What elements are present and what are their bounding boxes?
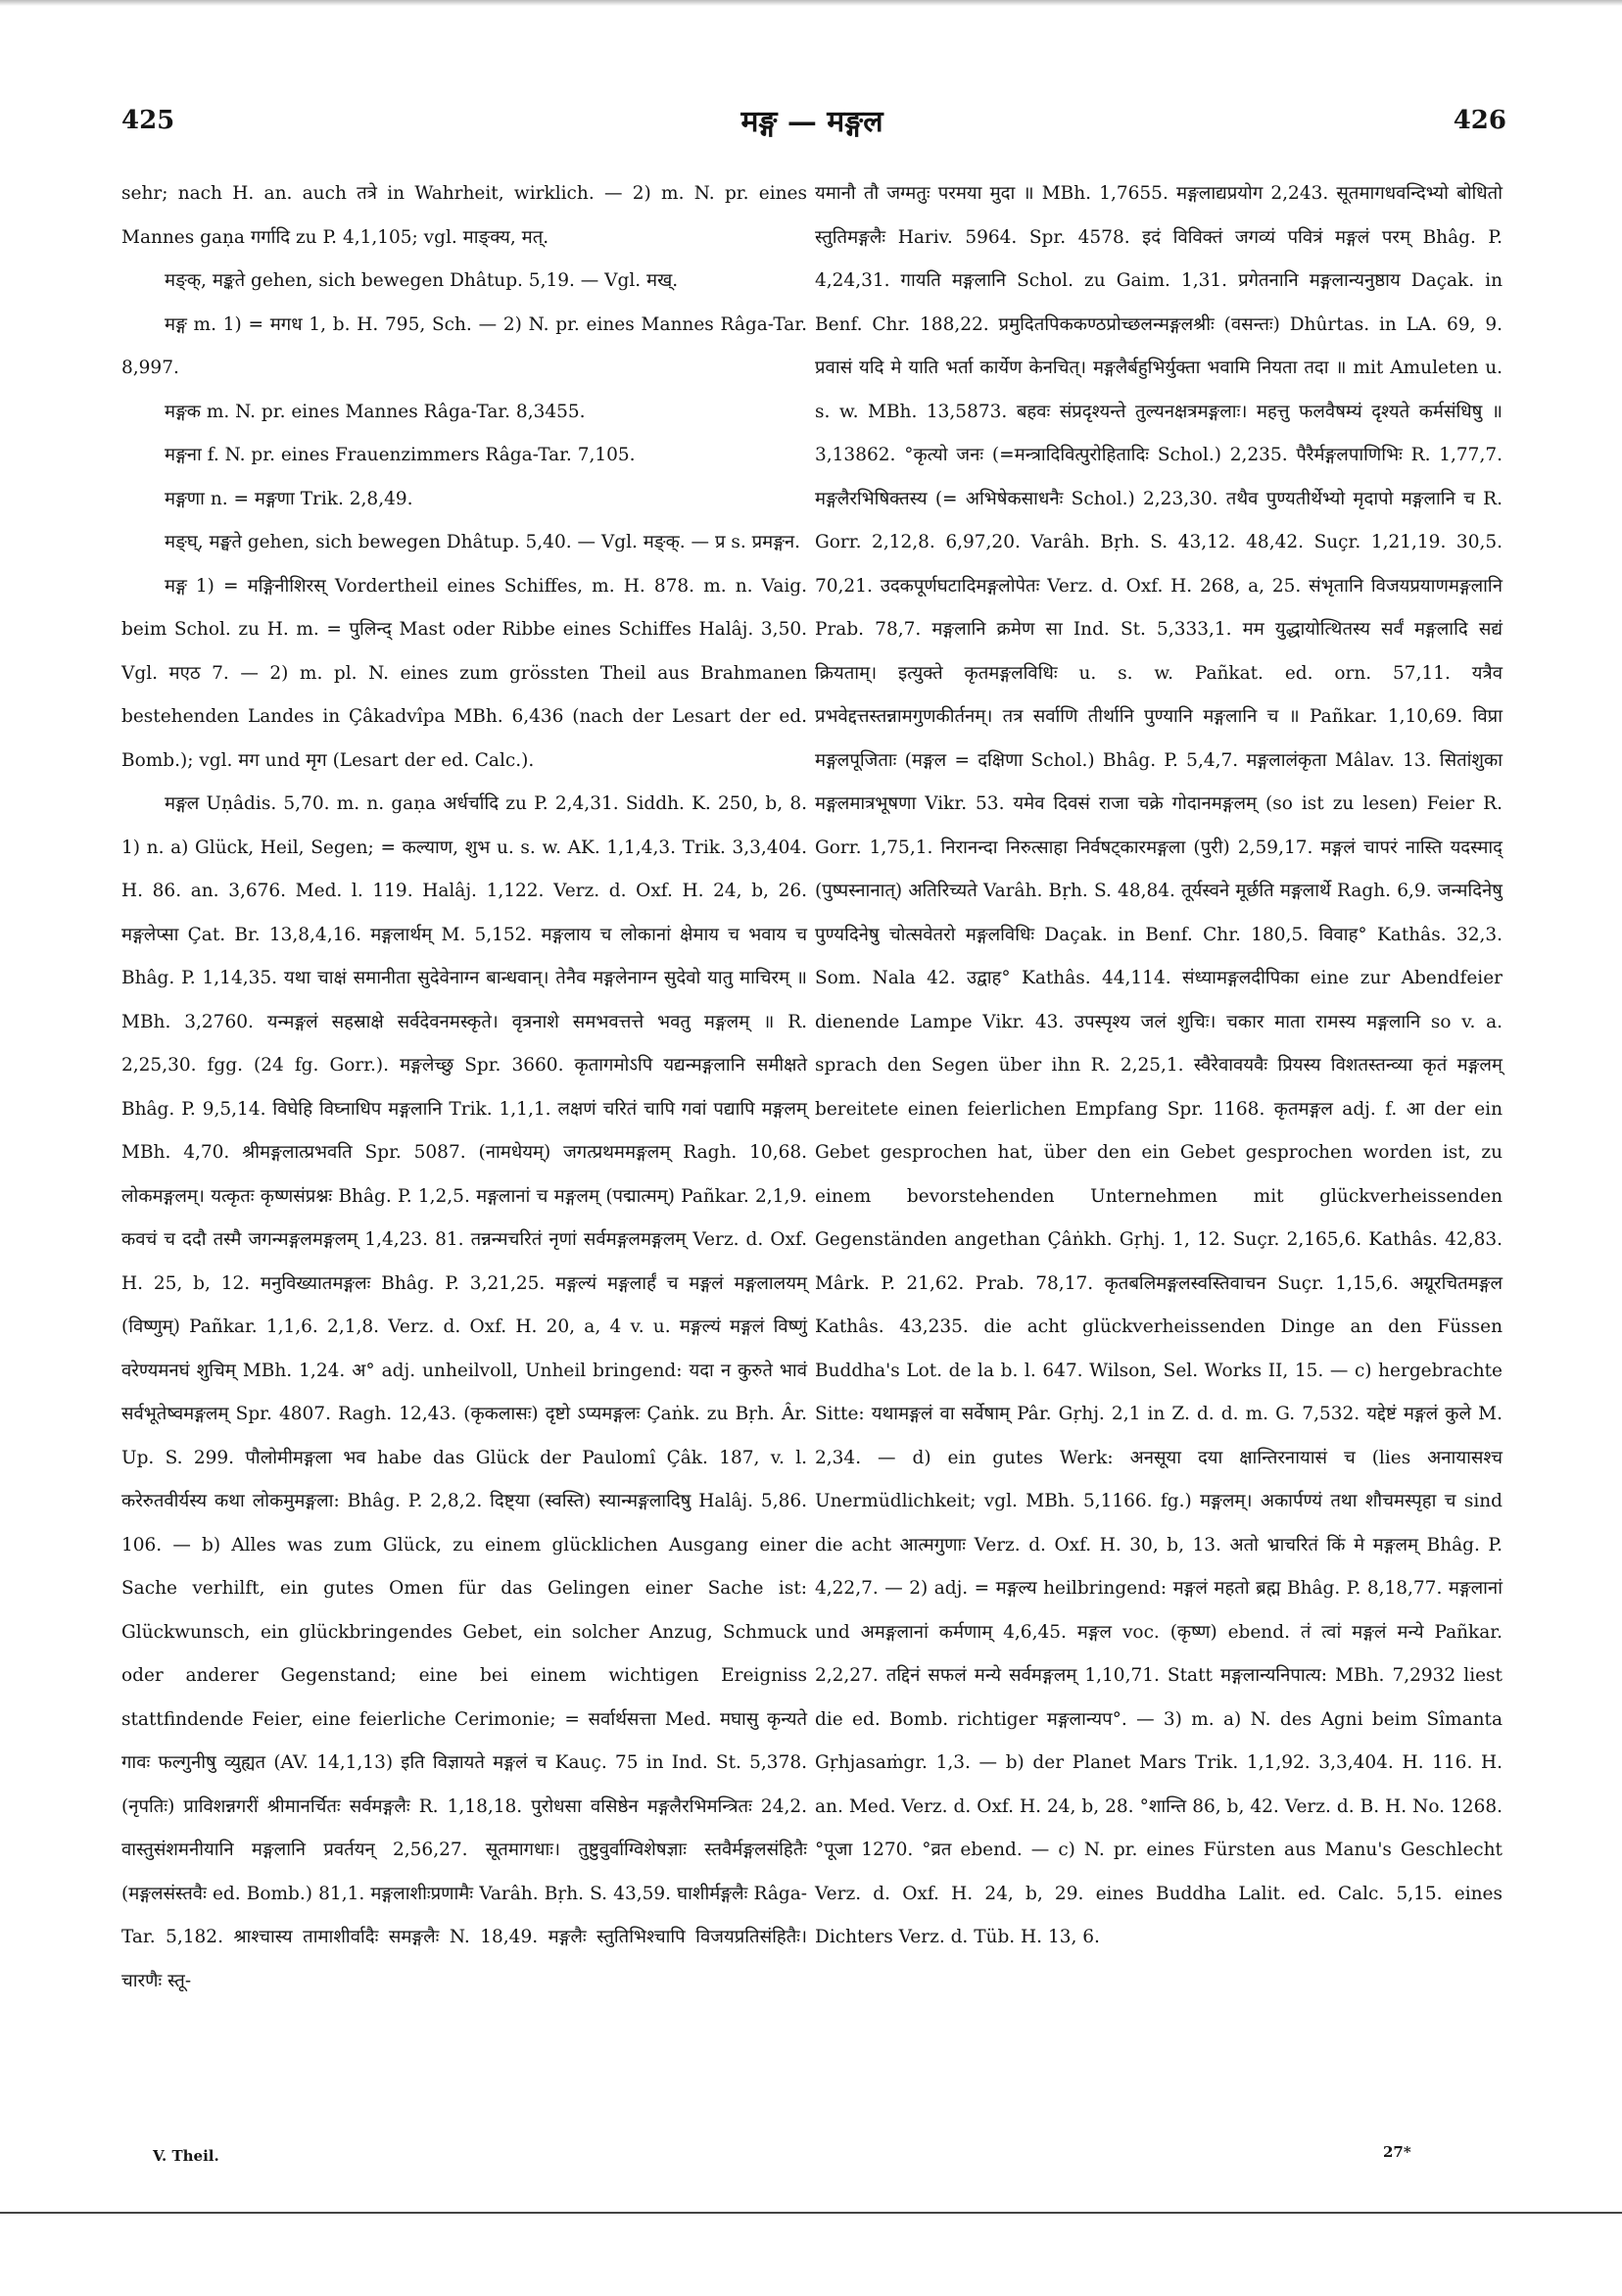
entry-paragraph: sehr; nach H. an. auch तत्रे in Wahrheit, wirklich. — 2) m. N. pr. eines Mannes gaṇa गर्गादि zu P. 4,1,105; vgl. माङ्क्य, मत्.: [121, 183, 813, 248]
bottom-rule: [0, 2212, 1622, 2214]
entry-paragraph: मङ्ग m. 1) = मगध 1, b. H. 795, Sch. — 2) N. pr. eines Mannes Râga-Tar. 8,997.: [121, 313, 813, 378]
page-number-right: 426: [1453, 106, 1506, 135]
right-column: [815, 172, 1508, 1960]
entry-paragraph: मङ्गना f. N. pr. eines Frauenzimmers Râga-Tar. 7,105.: [165, 445, 636, 465]
signature-mark-right: 27*: [1383, 2143, 1411, 2161]
entry-paragraph: मङ्गणा n. = मङ्गणा Trik. 2,8,49.: [165, 488, 413, 509]
page-header: [118, 106, 1506, 145]
entry-paragraph: मङ्गक m. N. pr. eines Mannes Râga-Tar. 8,3455.: [165, 401, 586, 422]
entry-paragraph: मङ्ग 1) = मङ्गिनीशिरस् Vordertheil eines Schiffes, m. H. 878. m. n. Vaig. beim Schol. zu H. m. = पुलिन्द् Mast oder Ribbe eines Schiffes Halâj. 3,50. Vgl. मएठ 7. — 2) m. pl. N. eines zum grössten Theil aus Brahmanen bestehenden Landes in Çâkadvîpa MBh. 6,436 (nach der Lesart der ed. Bomb.); vgl. मग und मृग (Lesart der ed. Calc.).: [121, 575, 813, 771]
left-column: [121, 172, 813, 2003]
signature-mark-left: V. Theil.: [153, 2147, 219, 2165]
entry-paragraph: यमानौ तौ जग्मतुः परमया मुदा ॥ MBh. 1,7655. मङ्गलाद्यप्रयोग 2,243. सूतमागधवन्दिभ्यो बोधितो स्तुतिमङ्गलैः Hariv. 5964. Spr. 4578. इदं विविक्तं जगव्यं पवित्रं मङ्गलं परम् Bhâg. P. 4,24,31. गायति मङ्गलानि Schol. zu Gaim. 1,31. प्रगेतनानि मङ्गलान्यनुष्ठाय Daçak. in Benf. Chr. 188,22. प्रमुदितपिककण्ठप्रोच्छलन्मङ्गलश्रीः (वसन्तः) Dhûrtas. in LA. 69, 9. प्रवासं यदि मे याति भर्ता कार्येण केनचित्। मङ्गलैर्बहुभिर्युक्ता भवामि नियता तदा ॥ mit Amuleten u. s. w. MBh. 13,5873. बहवः संप्रदृश्यन्ते तुल्यनक्षत्रमङ्गलाः। महत्तु फलवैषम्यं दृश्यते कर्मसंधिषु ॥ 3,13862. °कृत्यो जनः (=मन्त्रादिवित्पुरोहितादिः Schol.) 2,235. पैरैर्मङ्गलपाणिभिः R. 1,77,7. मङ्गलैरभिषिक्तस्य (= अभिषेकसाधनैः Schol.) 2,23,30. तथैव पुण्यतीर्थेभ्यो मृदापो मङ्गलानि च R. Gorr. 2,12,8. 6,97,20. Varâh. Bṛh. S. 43,12. 48,42. Suçr. 1,21,19. 30,5. 70,21. उदकपूर्णघटादिमङ्गलोपेतः Verz. d. Oxf. H. 268, a, 25. संभृतानि विजयप्रयाणमङ्गलानि Prab. 78,7. मङ्गलानि क्रमेण सा Ind. St. 5,333,1. मम युद्धायोत्थितस्य सर्वं मङ्गलादि सद्यं क्रियताम्। इत्युक्ते कृतमङ्गलविधिः u. s. w. Pañkat. ed. orn. 57,11. यत्रैव प्रभवेद्दत्तस्तन्नामगुणकीर्तनम्। तत्र सर्वाणि तीर्थानि पुण्यानि मङ्गलानि च ॥ Pañkar. 1,10,69. विप्रा मङ्गलपूजिताः (मङ्गल = दक्षिणा Schol.) Bhâg. P. 5,4,7. मङ्गलालंकृता Mâlav. 13. सितांशुका मङ्गलमात्रभूषणा Vikr. 53. यमेव दिवसं राजा चक्रे गोदानमङ्गलम् (so ist zu lesen) Feier R. Gorr. 1,75,1. निरानन्दा निरुत्साहा निर्वषट्कारमङ्गला (पुरी) 2,59,17. मङ्गलं चापरं नास्ति यदस्माद् (पुष्पस्नानात्) अतिरिच्यते Varâh. Bṛh. S. 48,84. तूर्यस्वने मूर्छति मङ्गलार्थे Ragh. 6,9. जन्मदिनेषु पुण्यदिनेषु चोत्सवेतरो मङ्गलविधिः Daçak. in Benf. Chr. 180,5. विवाह° Kathâs. 32,3. Som. Nala 42. उद्वाह° Kathâs. 44,114. संध्यामङ्गलदीपिका eine zur Abendfeier dienende Lampe Vikr. 43. उपस्पृश्य जलं शुचिः। चकार माता रामस्य मङ्गलानि so v. a. sprach den Segen über ihn R. 2,25,1. स्वैरेवावयवैः प्रियस्य विशतस्तन्व्या कृतं मङ्गलम् bereitete einen feierlichen Empfang Spr. 1168. कृतमङ्गल adj. f. आ der ein Gebet gesprochen hat, über den ein Gebet gesprochen worden ist, zu einem bevorstehenden Unternehmen mit glückverheissenden Gegenständen angethan Çâṅkh. Gṛhj. 1, 12. Suçr. 2,165,6. Kathâs. 42,83. Mârk. P. 21,62. Prab. 78,17. कृतबलिमङ्गलस्वस्तिवाचन Suçr. 1,15,6. अग्रूरचितमङ्गल Kathâs. 43,235. die acht glückverheissenden Dinge an den Füssen Buddha's Lot. de la b. l. 647. Wilson, Sel. Works II, 15. — c) hergebrachte Sitte: यथामङ्गलं वा सर्वेषाम् Pâr. Gṛhj. 2,1 in Z. d. d. m. G. 7,532. यद्देष्टं मङ्गलं कुले M. 2,34. — d) ein gutes Werk: अनसूया दया क्षान्तिरनायासं च (lies अनायासश्च Unermüdlichkeit; vgl. MBh. 5,1166. fg.) मङ्गलम्। अकार्पण्यं तथा शौचमस्पृहा च sind die acht आत्मगुणाः Verz. d. Oxf. H. 30, b, 13. अतो भ्राचरितं किं मे मङ्गलम् Bhâg. P. 4,22,7. — 2) adj. = मङ्गल्य heilbringend: मङ्गलं महतो ब्रह्म Bhâg. P. 8,18,77. मङ्गलानां und अमङ्गलानां कर्मणाम् 4,6,45. मङ्गल voc. (कृष्ण) ebend. तं त्वां मङ्गलं मन्ये Pañkar. 2,2,27. तद्दिनं सफलं मन्ये सर्वमङ्गलम् 1,10,71. Statt मङ्गलान्यनिपात्य: MBh. 7,2932 liest die ed. Bomb. richtiger मङ्गलान्यप°. — 3) m. a) N. des Agni beim Sîmanta Gṛhjasaṁgr. 1,3. — b) der Planet Mars Trik. 1,1,92. 3,3,404. H. 116. H. an. Med. Verz. d. Oxf. H. 24, b, 28. °शान्ति 86, b, 42. Verz. d. B. H. No. 1268. °पूजा 1270. °व्रत ebend. — c) N. pr. eines Fürsten aus Manu's Geschlecht Verz. d. Oxf. H. 24, b, 29. eines Buddha Lalit. ed. Calc. 5,15. eines Dichters Verz. d. Tüb. H. 13, 6.: [815, 183, 1508, 1947]
page-number-left: 425: [121, 106, 175, 135]
entry-paragraph: मङ्क्, मङ्कते gehen, sich bewegen Dhâtup. 5,19. — Vgl. मख्.: [165, 270, 679, 291]
running-head: मङ्ग — मङ्गल: [740, 105, 883, 139]
page-top-edge: [0, 0, 1622, 6]
entry-paragraph: मङ्घ्, मङ्घते gehen, sich bewegen Dhâtup. 5,40. — Vgl. मङ्क्. — प्र s. प्रमङ्गन.: [165, 532, 801, 552]
entry-paragraph: मङ्गल Uṇâdis. 5,70. m. n. gaṇa अर्धर्चादि zu P. 2,4,31. Siddh. K. 250, b, 8. 1) n. a) Glück, Heil, Segen; = कल्याण, शुभ u. s. w. AK. 1,1,4,3. Trik. 3,3,404. H. 86. an. 3,676. Med. l. 119. Halâj. 1,122. Verz. d. Oxf. H. 24, b, 26. मङ्गलेप्सा Çat. Br. 13,8,4,16. मङ्गलार्थम् M. 5,152. मङ्गलाय च लोकानां क्षेमाय च भवाय च Bhâg. P. 1,14,35. यथा चाक्षं समानीता सुदेवेनाग्न बान्धवान्। तेनैव मङ्गलेनाग्न सुदेवो यातु माचिरम् ॥ MBh. 3,2760. यन्मङ्गलं सहस्राक्षे सर्वदेवनमस्कृते। वृत्रनाशे समभवत्तत्ते भवतु मङ्गलम् ॥ R. 2,25,30. fgg. (24 fg. Gorr.). मङ्गलेच्छु Spr. 3660. कृतागमोऽपि यद्यन्मङ्गलानि समीक्षते Bhâg. P. 9,5,14. विघेहि विघ्नाधिप मङ्गलानि Trik. 1,1,1. लक्षणं चरितं चापि गवां पद्यापि मङ्गलम् MBh. 4,70. श्रीमङ्गलात्प्रभवति Spr. 5087. (नामधेयम्) जगत्प्रथममङ्गलम् Ragh. 10,68. लोकमङ्गलम्। यत्कृतः कृष्णसंप्रश्नः Bhâg. P. 1,2,5. मङ्गलानां च मङ्गलम् (पद्मात्मम्) Pañkar. 2,1,9. कवचं च ददौ तस्मै जगन्मङ्गलमङ्गलम् 1,4,23. 81. तन्नन्मचरितं नृणां सर्वमङ्गलमङ्गलम् Verz. d. Oxf. H. 25, b, 12. मनुविख्यातमङ्गलः Bhâg. P. 3,21,25. मङ्गल्यं मङ्गलार्हं च मङ्गलं मङ्गलालयम् (विष्णुम्) Pañkar. 1,1,6. 2,1,8. Verz. d. Oxf. H. 20, a, 4 v. u. मङ्गल्यं मङ्गलं विष्णुं वरेण्यमनघं शुचिम् MBh. 1,24. अ° adj. unheilvoll, Unheil bringend: यदा न कुरुते भावं सर्वभूतेष्वमङ्गलम् Spr. 4807. Ragh. 12,43. (कृकलासः) दृष्टो ऽप्यमङ्गलः Çaṅk. zu Bṛh. Âr. Up. S. 299. पौलोमीमङ्गला भव habe das Glück der Paulomî Çâk. 187, v. l. करेरुतवीर्यस्य कथा लोकमुमङ्गला: Bhâg. P. 2,8,2. दिष्ट्या (स्वस्ति) स्यान्मङ्गलादिषु Halâj. 5,86. 106. — b) Alles was zum Glück, zu einem glücklichen Ausgang einer Sache verhilft, ein gutes Omen für das Gelingen einer Sache ist: Glückwunsch, ein glückbringendes Gebet, ein solcher Anzug, Schmuck oder anderer Gegenstand; eine bei einem wichtigen Ereigniss stattfindende Feier, eine feierliche Cerimonie; = सर्वार्थसत्ता Med. मघासु कृन्यते गावः फल्गुनीषु व्युह्यत (AV. 14,1,13) इति विज्ञायते मङ्गलं च Kauç. 75 in Ind. St. 5,378. (नृपतिः) प्राविशन्नगरीं श्रीमानर्चितः सर्वमङ्गलैः R. 1,18,18. पुरोधसा वसिष्ठेन मङ्गलैरभिमन्त्रितः 24,2. वास्तुसंशमनीयानि मङ्गलानि प्रवर्तयन् 2,56,27. सूतमागधाः। तुष्टुवुर्वाग्विशेषज्ञाः स्तवैर्मङ्गलसंहितैः (मङ्गलसंस्तवैः ed. Bomb.) 81,1. मङ्गलाशीःप्रणामैः Varâh. Bṛh. S. 43,59. घाशीर्मङ्गलैः Râga-Tar. 5,182. श्राश्चास्य तामाशीर्वादैः समङ्गलैः N. 18,49. मङ्गलैः स्तुतिभिश्चापि विजयप्रतिसंहितैः। चारणैः स्तू-: [121, 793, 813, 1991]
